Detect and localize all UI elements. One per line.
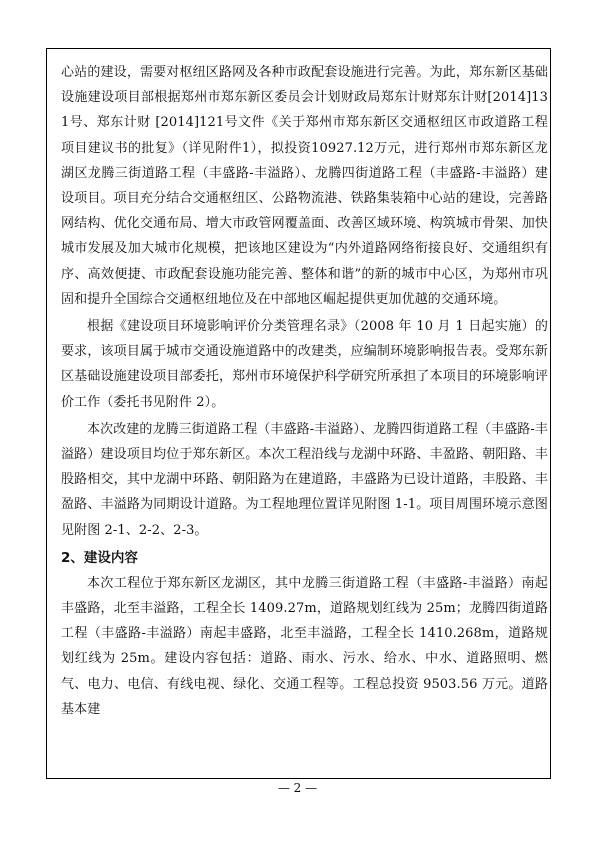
- paragraph-construction-content: 本次工程位于郑东新区龙湖区，其中龙腾三街道路工程（丰盛路-丰溢路）南起丰盛路，北至丰溢路，工程全长 1409.27m，道路规划红线为 25m；龙腾四街道路工程（丰盛路-丰溢路）南起丰盛路，北至丰溢路，工程全长 1410.268m，道路规划红线为 25m。建设内容包括：道路、雨水、污水、给水、中水、道路照明、燃气、电力、电信、有线电视、绿化、交通工程等。工程总投资 9503.56 万元。道路基本建: [61, 575, 548, 717]
- section-heading: 2、建设内容: [61, 549, 138, 566]
- paragraph-background: 心站的建设，需要对枢纽区路网及各种市政配套设施进行完善。为此，郑东新区基础设施建设项目部根据郑州市郑东新区委员会计划财政局郑东计财郑东计财[2014]131号、郑东计财 [2014]121号文件《关于郑州市郑东新区交通枢纽区市政道路工程项目建议书的批复》（详见附件1），拟投资10927.12万元，进行郑州市郑东新区龙湖区龙腾三街道路工程（丰盛路-丰溢路）、龙腾四街道路工程（丰盛路-丰溢路）建设项目。项目充分结合交通枢纽区、公路物流港、铁路集装箱中心站的建设，完善路网结构、优化交通布局、增大市政管网覆盖面、改善区域环境、构筑城市骨架、加快城市发展及加大城市化规模，把该地区建设为“内外道路网络衔接良好、交通组织有序、高效便捷、市政配套设施功能完善、整体和谐”的新的城市中心区，为郑州市巩固和提升全国综合交通枢纽地位及在中部地区崛起提供更加优越的交通环境。: [61, 65, 548, 307]
- page-number: — 2 —: [277, 781, 318, 795]
- paragraph-eia-basis: 根据《建设项目环境影响评价分类管理名录》（2008 年 10 月 1 日起实施）的要求，该项目属于城市交通设施道路中的改建类，应编制环境影响报告表。受郑东新区基础设施建设项目部委托，郑州市环境保护科学研究所承担了本项目的环境影响评价工作（委托书见附件 2）。: [61, 319, 548, 410]
- paragraph-project-location: 本次改建的龙腾三街道路工程（丰盛路-丰溢路）、龙腾四街道路工程（丰盛路-丰溢路）建设项目均位于郑东新区。本次工程沿线与龙湖中环路、丰盈路、朝阳路、丰股路相交，其中龙湖中环路、朝阳路为在建道路，丰盛路为已设计道路，丰股路、丰盈路、丰溢路为同期设计道路。为工程地理位置详见附图 1-1。项目周围环境示意图见附图 2-1、2-2、2-3。: [61, 421, 548, 538]
- page-body: [61, 60, 548, 722]
